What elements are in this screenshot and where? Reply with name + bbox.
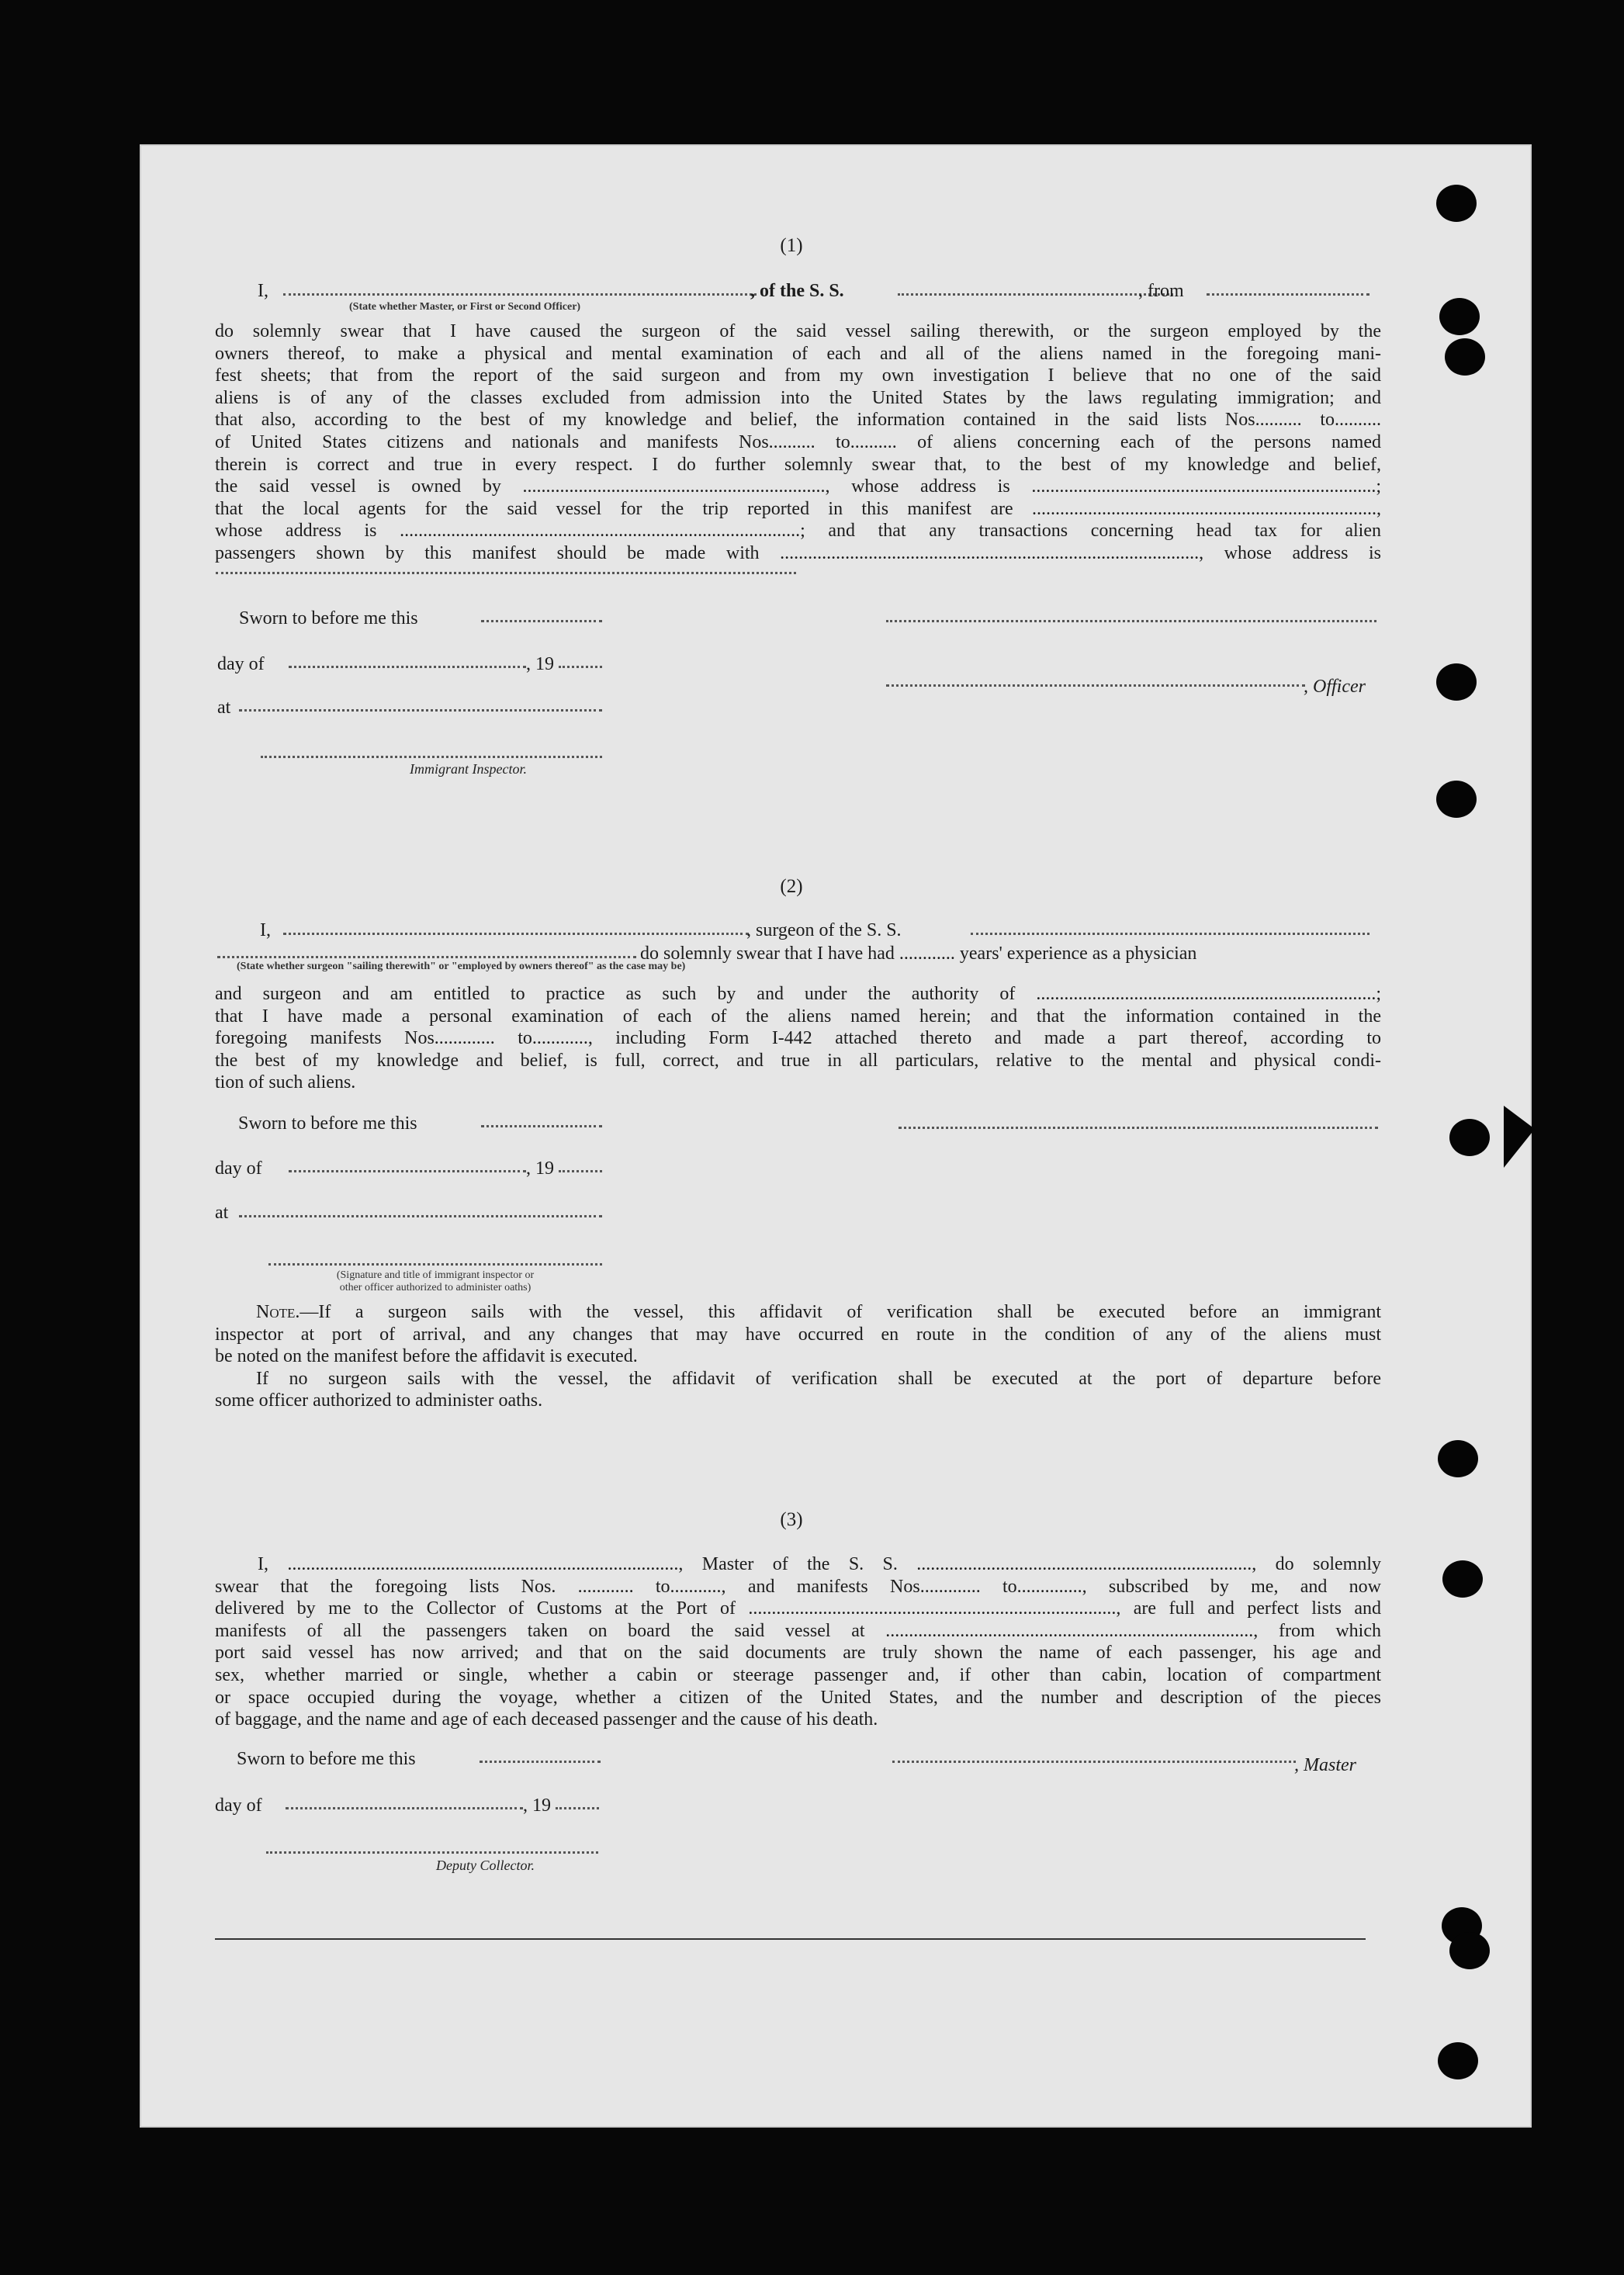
oath-line: delivered by me to the Collector of Customs at the Port of ..............................................................................., are full and perfect lists and [215,1598,1381,1619]
officer-signature-field[interactable] [886,618,1376,622]
vessel-name-field[interactable] [971,931,1369,935]
intro-i: I, [258,281,268,301]
place-field[interactable] [239,1214,602,1217]
year-label: , 19 [523,1795,551,1816]
month-field[interactable] [289,1169,526,1172]
section-2-body [215,983,1381,1094]
month-field[interactable] [289,664,526,668]
sworn-label: Sworn to before me this [238,1113,417,1134]
section-3-body [215,1553,1381,1731]
day-of-label: day of [217,654,265,674]
day-of-label: day of [215,1795,262,1816]
punch-hole [1445,338,1485,376]
sworn-date-field[interactable] [481,1124,602,1127]
swear-label: do solemnly swear that I have had ............ years' experience as a physician [640,944,1197,964]
officer-label: , Officer [1304,677,1366,697]
oath-line: fest sheets; that from the report of the said surgeon and from my own investigation I believe that no one of the said [215,365,1381,386]
intro-i: I, [260,920,271,940]
punch-hole [1436,781,1477,818]
inspector-signature-field[interactable] [261,754,602,758]
punch-hole [1436,185,1477,222]
master-signature-field[interactable] [892,1759,1296,1763]
oath-line: owners thereof, to make a physical and mental examination of each and all of the aliens named in the foregoing mani- [215,343,1381,364]
sworn-label: Sworn to before me this [237,1749,416,1769]
note-line: inspector at port of arrival, and any changes that may have occurred en route in the condition of any of the aliens must [215,1324,1381,1345]
inspector-caption: Immigrant Inspector. [410,761,527,777]
oath-line: of baggage, and the name and age of each deceased passenger and the cause of his death. [215,1709,878,1730]
section-1-body [215,320,1381,565]
oath-line: foregoing manifests Nos............. to............, including Form I-442 attached thereto and made a part thereof, according to [215,1028,1381,1049]
oath-line: of United States citizens and nationals and manifests Nos.......... to.......... of aliens concerning each of the persons named [215,431,1381,452]
punch-hole [1436,663,1477,701]
oath-line: swear that the foregoing lists Nos. ............ to..........., and manifests Nos............. to.............., subscribed by me, and now [215,1576,1381,1597]
year-field[interactable] [559,1169,602,1172]
oath-line: aliens is of any of the classes excluded from admission into the United States by the laws regulating immigration; and [215,387,1381,408]
oath-line: that the local agents for the said vessel for the trip reported in this manifest are .........................................................................., [215,498,1381,519]
section-3-number: (3) [780,1509,803,1530]
oath-line: tion of such aliens. [215,1072,356,1093]
punch-hole [1449,1119,1490,1156]
oath-line: port said vessel has now arrived; and that on the said documents are truly shown the name of each passenger, his age and [215,1643,1381,1664]
officer-title-field[interactable] [886,683,1305,687]
officer-rank-field[interactable] [283,292,757,296]
surgeon-status-field[interactable] [217,954,636,958]
signature-caption [268,1269,602,1294]
oath-line: and surgeon and am entitled to practice as such by and under the authority of .........................................................................; [215,984,1381,1004]
year-field[interactable] [559,664,602,668]
punch-hole [1438,1440,1478,1477]
note-line: If no surgeon sails with the vessel, the affidavit of verification shall be executed at the port of departure before [256,1368,1381,1389]
at-label: at [217,698,231,718]
year-label: , 19 [526,654,554,674]
month-field[interactable] [286,1806,523,1809]
deputy-collector-signature-field[interactable] [266,1850,598,1854]
oath-line: or space occupied during the voyage, whether a citizen of the United States, and the number and description of the pieces [215,1687,1381,1708]
at-label: at [215,1203,229,1223]
place-field[interactable] [239,708,602,712]
sworn-date-field[interactable] [481,618,602,622]
section-2-first-line [215,920,1379,945]
section-2-number: (2) [780,876,803,897]
note-label: Note. [256,1302,300,1322]
oath-line: sex, whether married or single, whether a cabin or steerage passenger and, if other than cabin, location of compartment [215,1664,1381,1685]
note-block [215,1301,1381,1412]
oath-line: therein is correct and true in every respect. I do further solemnly swear that, to the best of my knowledge and belief, [215,454,1381,475]
day-of-label: day of [215,1158,262,1179]
oath-line: that also, according to the best of my knowledge and belief, the information contained in the said lists Nos.......... to.......... [215,410,1381,431]
punch-hole [1438,2042,1478,2079]
bottom-rule [215,1938,1366,1940]
oath-line: I, ...................................................................................., Master of the S. S. ........................................................................, do solemnly [258,1554,1381,1574]
oath-line: the best of my knowledge and belief, is full, correct, and true in all particulars, relative to the mental and physical condi- [215,1050,1381,1071]
oath-line: that I have made a personal examination of each of the aliens named herein; and that the information contained in the [215,1006,1381,1027]
surgeon-status-caption: (State whether surgeon "sailing therewith" or "employed by owners thereof" as the case may be) [237,961,686,972]
punch-hole [1439,298,1480,335]
oath-line: manifests of all the passengers taken on board the said vessel at ..............................................................................., from which [215,1620,1381,1641]
surgeon-name-field[interactable] [283,931,749,935]
note-text: —If a surgeon sails with the vessel, this affidavit of verification shall be executed before an immigrant [300,1302,1381,1322]
address-continuation-field[interactable] [216,570,796,574]
deputy-collector-caption: Deputy Collector. [436,1858,535,1873]
signature-caption-line: (Signature and title of immigrant inspector or [336,1269,535,1281]
vessel-name-field[interactable] [898,292,1173,296]
surgeon-of-label: , surgeon of the S. S. [746,920,902,940]
surgeon-signature-field[interactable] [899,1125,1378,1129]
section-1-number: (1) [780,235,803,256]
note-line [215,1301,1381,1324]
inspector-signature-field[interactable] [268,1262,602,1266]
from-label: , from [1138,281,1184,301]
oath-line: whose address is ......................................................................................; and that any transactions concerning head tax for alien [215,521,1381,542]
note-line: some officer authorized to administer oaths. [215,1390,543,1411]
signature-caption-line: other officer authorized to administer oaths) [339,1282,532,1293]
torn-edge [1504,1106,1535,1168]
oath-line: do solemnly swear that I have caused the surgeon of the said vessel sailing therewith, or the surgeon employed by the [215,321,1381,341]
year-field[interactable] [556,1806,599,1809]
oath-line: passengers shown by this manifest should be made with .........................................................................................., whose address is [215,542,1381,563]
punch-hole [1449,1932,1490,1969]
officer-rank-caption: (State whether Master, or First or Second Officer) [349,301,581,313]
of-ss-label: , of the S. S. [750,281,844,301]
year-label: , 19 [526,1158,554,1179]
sworn-label: Sworn to before me this [239,608,418,628]
punch-hole [1442,1560,1483,1598]
sworn-date-field[interactable] [480,1759,601,1763]
note-line: be noted on the manifest before the affidavit is executed. [215,1346,638,1367]
oath-line: the said vessel is owned by ................................................................., whose address is ..........................................................................; [215,476,1381,497]
master-label: , Master [1294,1755,1356,1775]
from-port-field[interactable] [1207,292,1369,296]
